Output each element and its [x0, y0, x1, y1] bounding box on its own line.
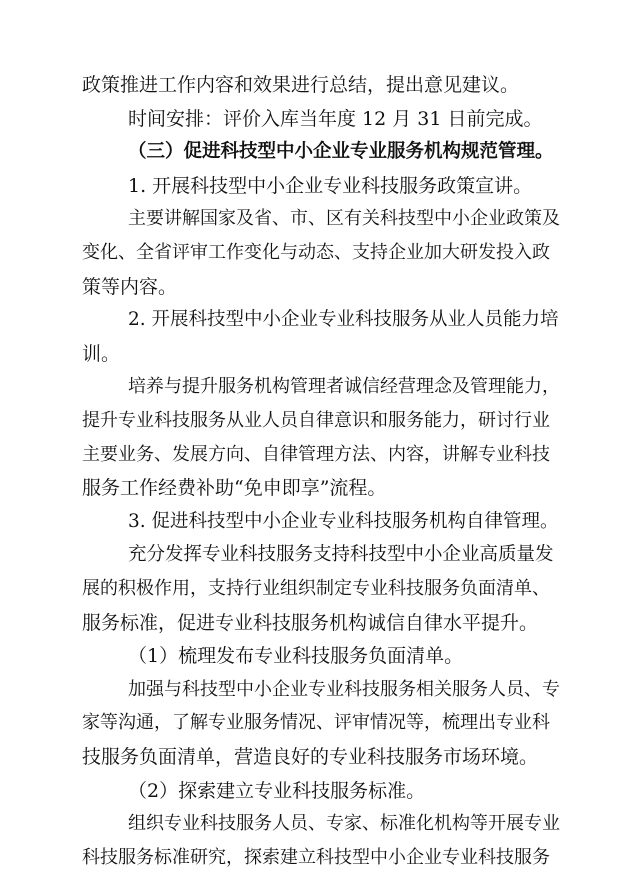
- text-line: 培养与提升服务机构管理者诚信经营理念及管理能力，: [128, 376, 560, 397]
- text-line: 训。: [82, 343, 121, 365]
- text-line: 变化、全省评审工作变化与动态、支持企业加大研发投入政: [82, 242, 550, 263]
- text-line: 主要讲解国家及省、市、区有关科技型中小企业政策及: [128, 208, 560, 229]
- text-line: 服务标准，促进专业科技服务机构诚信自律水平提升。: [82, 612, 539, 634]
- text-line: 策等内容。: [82, 276, 178, 298]
- subsection-heading: 1. 开展科技型中小企业专业科技服务政策宣讲。: [128, 175, 533, 197]
- section-heading: （三）促进科技型中小企业专业服务机构规范管理。: [128, 141, 554, 162]
- text-line: 政策推进工作内容和效果进行总结，提出意见建议。: [82, 74, 520, 96]
- text-line: 科技服务标准研究，探索建立科技型中小企业专业科技服务: [82, 847, 550, 868]
- subsection-heading: 3. 促进科技型中小企业专业科技服务机构自律管理。: [128, 511, 559, 532]
- text-line: 主要业务、发展方向、自律管理方法、内容，讲解专业科技: [82, 444, 550, 465]
- subsection-heading: 2. 开展科技型中小企业专业科技服务从业人员能力培: [128, 309, 559, 330]
- item-heading: （2）探索建立专业科技服务标准。: [128, 780, 426, 802]
- text-line: 服务工作经费补助“免申即享”流程。: [82, 477, 387, 499]
- text-line: 加强与科技型中小企业专业科技服务相关服务人员、专: [128, 679, 560, 700]
- text-line: 时间安排：评价入库当年度 12 月 31 日前完成。: [128, 108, 543, 130]
- text-line: 组织专业科技服务人员、专家、标准化机构等开展专业: [128, 813, 560, 834]
- text-line: 技服务负面清单，营造良好的专业科技服务市场环境。: [82, 746, 539, 768]
- item-heading: （1）梳理发布专业科技服务负面清单。: [128, 645, 464, 667]
- text-line: 提升专业科技服务从业人员自律意识和服务能力，研讨行业: [82, 410, 550, 431]
- text-line: 家等沟通，了解专业服务情况、评审情况等，梳理出专业科: [82, 712, 550, 733]
- text-line: 展的积极作用，支持行业组织制定专业科技服务负面清单、: [82, 578, 550, 599]
- text-line: 充分发挥专业科技服务支持科技型中小企业高质量发: [128, 544, 554, 565]
